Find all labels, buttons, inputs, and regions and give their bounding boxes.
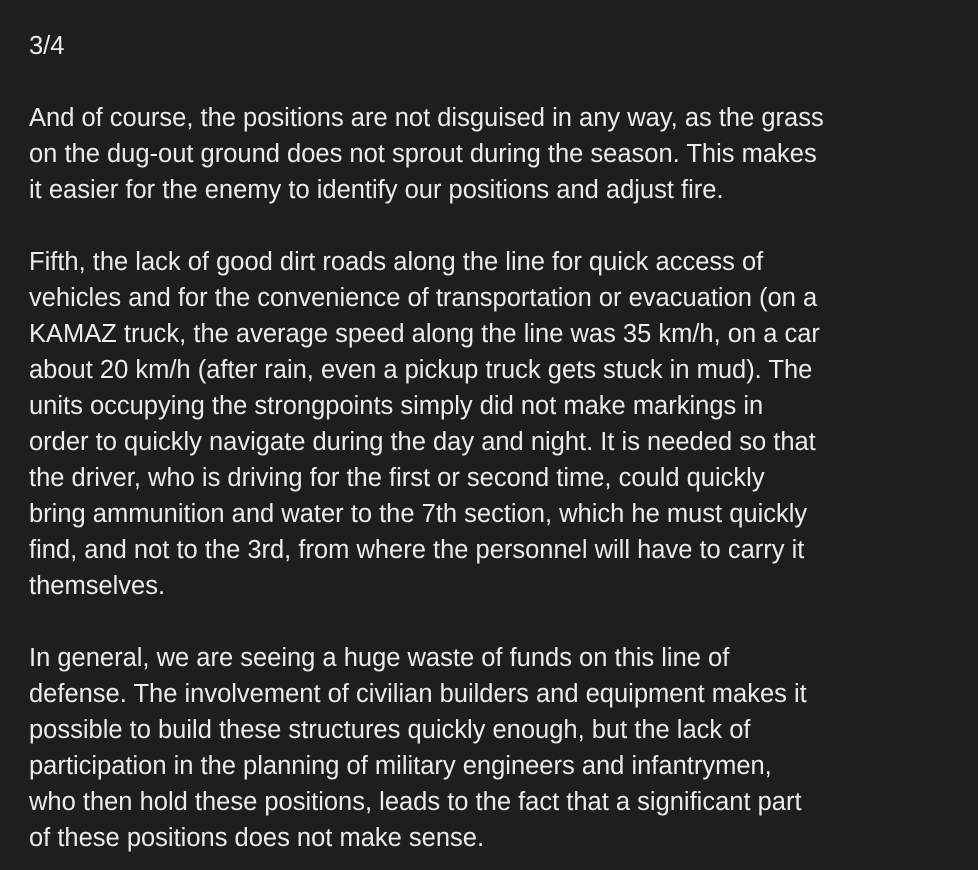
paragraph-conclusion: In general, we are seeing a huge waste of funds on this line of defense. The involvement of civilian builders and equipment makes it possible to build these structures quickly enough, but the lack of participation in the planning of military engineers and infantrymen, who then hold these positions, leads to the fact that a significant part of these positions does not make sense.	[29, 644, 807, 852]
thread-counter: 3/4	[29, 32, 65, 60]
paragraph-disguise: And of course, the positions are not disguised in any way, as the grass on the dug-out ground does not sprout during the season. This makes it easier for the enemy to identify our positions and adjust fire.	[29, 104, 824, 204]
paragraph-roads: Fifth, the lack of good dirt roads along the line for quick access of vehicles and for the convenience of transportation or evacuation (on a KAMAZ truck, the average speed along the line was 35 km/h, on a car about 20 km/h (after rain, even a pickup truck gets stuck in mud). The units occupying the strongpoints simply did not make markings in order to quickly navigate during the day and night. It is needed so that the driver, who is driving for the first or second time, could quickly bring ammunition and water to the 7th section, which he must quickly find, and not to the 3rd, from where the personnel will have to carry it themselves.	[29, 248, 820, 600]
